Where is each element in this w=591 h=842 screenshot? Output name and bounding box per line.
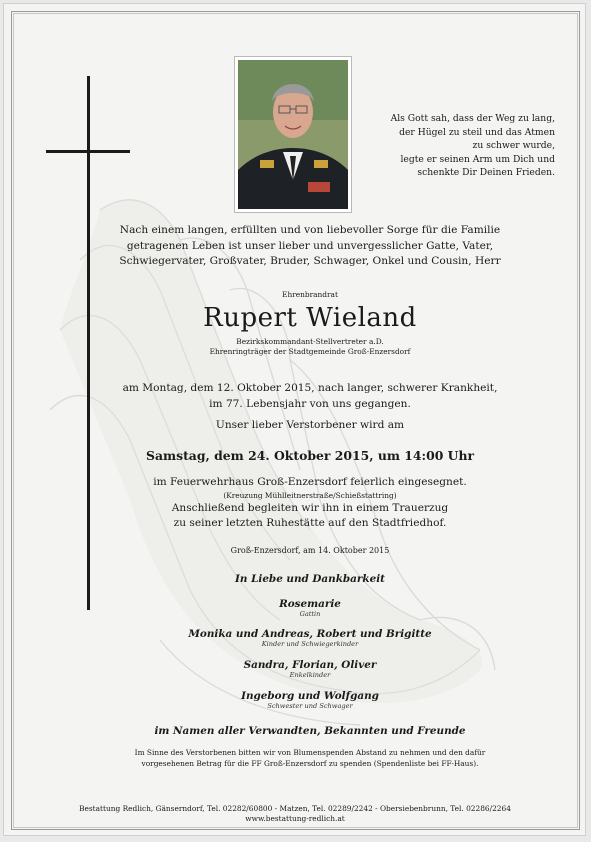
mourner-group <box>110 598 510 618</box>
mourner-names: Monika und Andreas, Robert und Brigitte <box>188 628 432 640</box>
place-date: Groß-Enzersdorf, am 14. Oktober 2015 <box>230 546 390 555</box>
death-line: im 77. Lebensjahr von uns gegangen. <box>209 397 411 410</box>
ceremony-text <box>110 475 510 532</box>
ceremony-line: Anschließend begleiten wir ihn in einem Trauerzug <box>171 501 449 514</box>
note-line: vorgesehenen Betrag für die FF Groß-Enzersdorf zu spenden (Spendenliste bei FF-Haus). <box>141 759 479 768</box>
mourner-relation: Gattin <box>299 610 321 618</box>
funeral-date: Samstag, dem 24. Oktober 2015, um 14:00 Uhr <box>146 448 474 463</box>
death-text <box>110 381 510 412</box>
note-line: Im Sinne des Verstorbenen bitten wir von Blumenspenden Abstand zu nehmen und den dafür <box>134 748 486 757</box>
rank: Ehrenbrandrat <box>282 290 338 299</box>
announce-text: Unser lieber Verstorbener wird am <box>215 419 405 431</box>
intro-text <box>110 223 510 270</box>
title-line: Bezirkskommandant-Stellvertreter a.D. <box>236 337 384 346</box>
mourner-relation: Kinder und Schwiegerkinder <box>261 640 359 648</box>
deceased-name: Rupert Wieland <box>203 303 417 333</box>
mourner-names: Rosemarie <box>279 598 341 610</box>
poem <box>350 112 555 180</box>
poem-line: zu schwer wurde, <box>472 140 555 151</box>
intro-line: Nach einem langen, erfüllten und von liebevoller Sorge für die Familie <box>119 224 501 236</box>
portrait-photo <box>234 56 352 213</box>
mourner-names: Ingeborg und Wolfgang <box>241 690 379 702</box>
portrait-image <box>238 60 348 209</box>
mourner-group <box>110 690 510 710</box>
cross-vertical-bar <box>87 76 90 610</box>
mourner-group <box>110 628 510 648</box>
mourner-relation: Enkelkinder <box>289 671 331 679</box>
ceremony-line: zu seiner letzten Ruhestätte auf den Stadtfriedhof. <box>173 517 447 529</box>
death-line: am Montag, dem 12. Oktober 2015, nach langer, schwerer Krankheit, <box>122 382 498 394</box>
intro-line: getragenen Leben ist unser lieber und unvergesslicher Gatte, Vater, <box>126 239 494 252</box>
poem-line: Als Gott sah, dass der Weg zu lang, <box>390 113 555 124</box>
footer-contact: Bestattung Redlich, Gänserndorf, Tel. 02282/60800 - Matzen, Tel. 02289/2242 - Obersiebenbrunn, Tel. 02286/2264 <box>79 804 511 813</box>
footer <box>30 804 560 824</box>
footer-website: www.bestattung-redlich.at <box>245 814 345 823</box>
mourner-group <box>110 659 510 679</box>
poem-line: der Hügel zu steil und das Atmen <box>399 126 555 138</box>
cross-horizontal-bar <box>46 150 130 153</box>
title-line: Ehrenringträger der Stadtgemeinde Groß-Enzersdorf <box>209 347 411 356</box>
mourners-heading: In Liebe und Dankbarkeit <box>235 573 385 585</box>
titles <box>110 337 510 357</box>
mourner-names: Sandra, Florian, Oliver <box>243 659 377 671</box>
ceremony-address: (Kreuzung Mühlleitnerstraße/Schießstattring) <box>223 490 397 500</box>
mourners-closing: im Namen aller Verwandten, Bekannten und Freunde <box>154 725 466 737</box>
mourner-relation: Schwester und Schwager <box>267 702 353 710</box>
poem-line: legte er seinen Arm um Dich und <box>400 153 555 165</box>
donation-note <box>90 747 530 769</box>
intro-line: Schwiegervater, Großvater, Bruder, Schwager, Onkel und Cousin, Herr <box>119 255 501 267</box>
poem-line: schenkte Dir Deinen Frieden. <box>417 167 555 178</box>
ceremony-line: im Feuerwehrhaus Groß-Enzersdorf feierlich eingesegnet. <box>153 476 467 488</box>
